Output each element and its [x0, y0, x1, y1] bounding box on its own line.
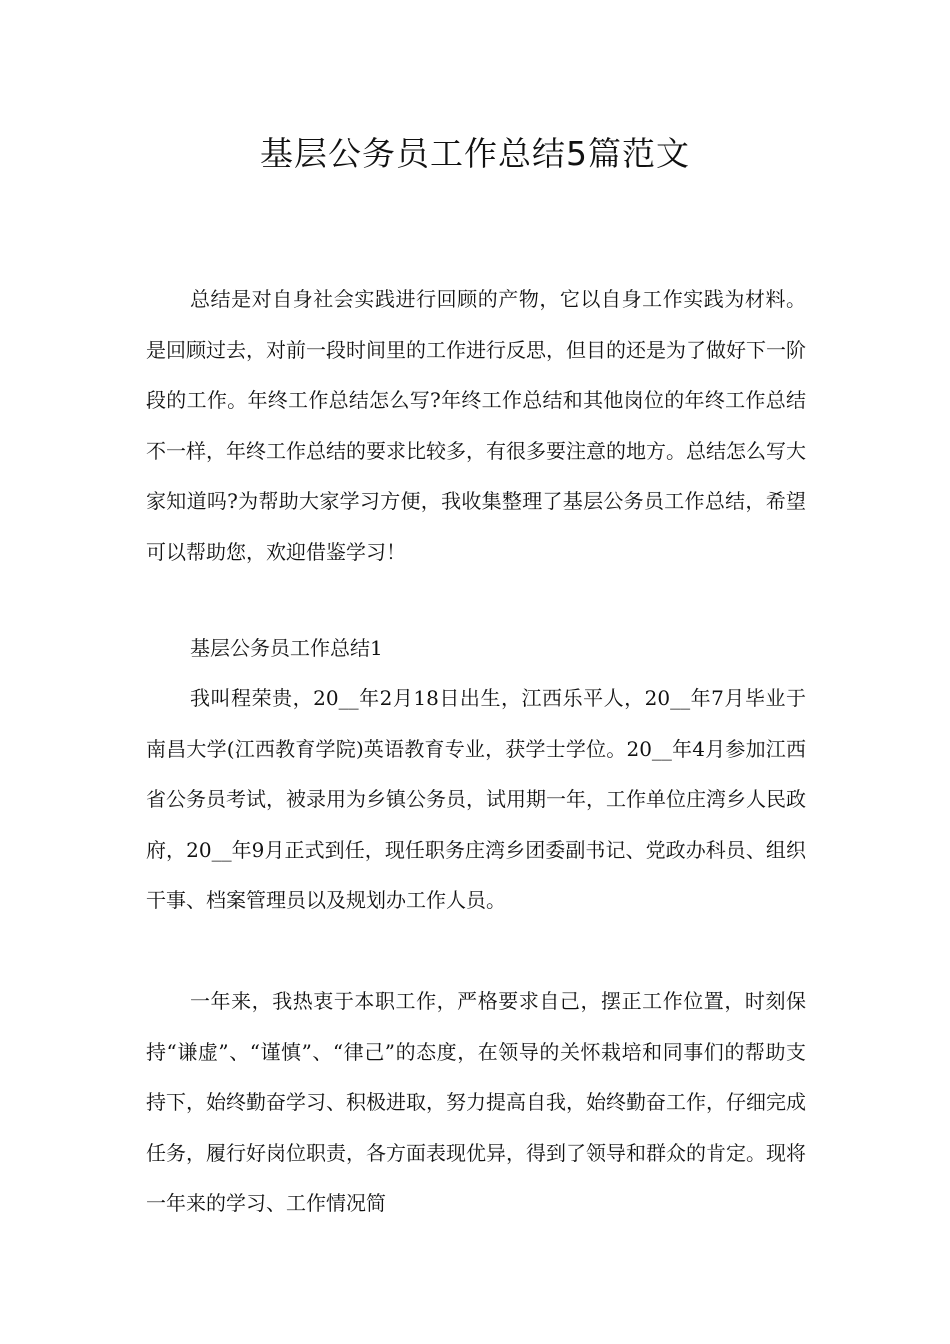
body-paragraph-2: 一年来，我热衷于本职工作，严格要求自己，摆正工作位置，时刻保持“谦虚”、“谨慎”、“律己”的态度，在领导的关怀栽培和同事们的帮助支持下，始终勤奋学习、积极进取，努力提高自我，始终勤奋工作，仔细完成任务，履行好岗位职责，各方面表现优异，得到了领导和群众的肯定。现将一年来的学习、工作情况简 — [146, 989, 806, 1215]
body-paragraph-1: 我叫程荣贵，20__年2月18日出生，江西乐平人，20__年7月毕业于南昌大学(江西教育学院)英语教育专业，获学士学位。20__年4月参加江西省公务员考试，被录用为乡镇公务员，试用期一年，工作单位庄湾乡人民政府，20__年9月正式到任，现任职务庄湾乡团委副书记、党政办科员、组织干事、档案管理员以及规划办工作人员。 — [146, 686, 806, 912]
intro-paragraph: 总结是对自身社会实践进行回顾的产物，它以自身工作实践为材料。是回顾过去，对前一段时间里的工作进行反思，但目的还是为了做好下一阶段的工作。年终工作总结怎么写?年终工作总结和其他岗位的年终工作总结不一样，年终工作总结的要求比较多，有很多要注意的地方。总结怎么写大家知道吗?为帮助大家学习方便，我收集整理了基层公务员工作总结，希望可以帮助您，欢迎借鉴学习！ — [146, 287, 806, 564]
section-heading: 基层公务员工作总结1 — [190, 636, 383, 660]
document-title: 基层公务员工作总结5篇范文 — [260, 134, 690, 173]
